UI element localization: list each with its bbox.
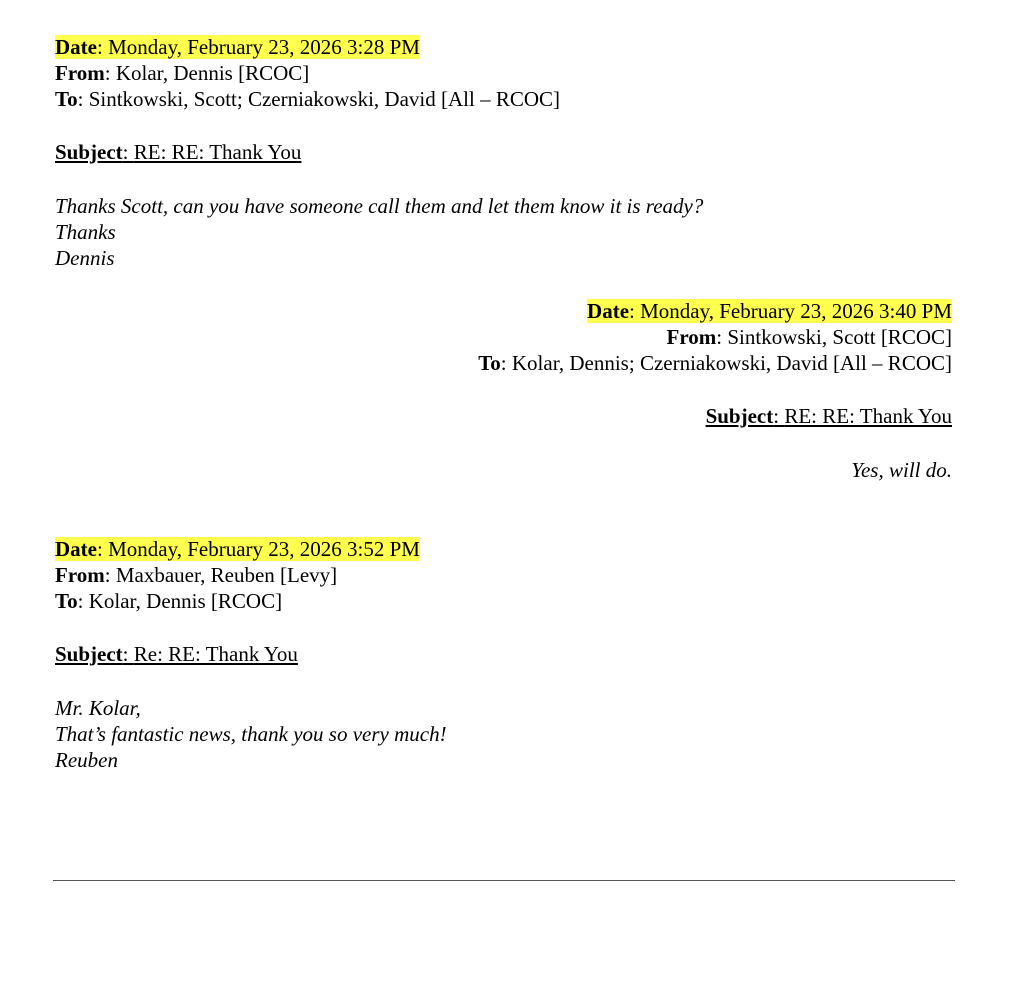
subject-label: Subject [55, 140, 123, 164]
from-label: From [666, 325, 717, 349]
date-highlight: Date: Monday, February 23, 2026 3:40 PM [587, 299, 952, 323]
subject-line: Subject: RE: RE: Thank You [705, 404, 952, 428]
from-label: From [55, 563, 105, 587]
to-line: To: Sintkowski, Scott; Czerniakowski, David [All – RCOC] [55, 87, 561, 111]
from-value: Sintkowski, Scott [RCOC] [727, 325, 952, 349]
subject-value: RE: RE: Thank You [133, 140, 302, 164]
from-value: Maxbauer, Reuben [Levy] [115, 563, 338, 587]
date-value: Monday, February 23, 2026 3:40 PM [640, 299, 952, 323]
body-line: That’s fantastic news, thank you so very much! [55, 722, 447, 746]
body-line: Thanks Scott, can you have someone call them and let them know it is ready? [55, 194, 704, 218]
from-label: From [55, 61, 105, 85]
to-label: To [55, 87, 78, 111]
body-line: Reuben [55, 748, 118, 772]
footer-divider [53, 880, 955, 881]
subject-line: Subject: RE: RE: Thank You [55, 140, 302, 164]
body-line: Thanks [55, 220, 116, 244]
date-label: Date [587, 299, 630, 323]
email-message-3 [55, 536, 952, 773]
from-line: From: Sintkowski, Scott [RCOC] [666, 325, 952, 349]
subject-line: Subject: Re: RE: Thank You [55, 642, 298, 666]
body-line: Dennis [55, 246, 115, 270]
from-value: Kolar, Dennis [RCOC] [115, 61, 310, 85]
email-message-2 [55, 298, 952, 483]
body-line: Yes, will do. [851, 458, 952, 482]
from-line: From: Kolar, Dennis [RCOC] [55, 61, 310, 85]
date-value: Monday, February 23, 2026 3:52 PM [108, 537, 420, 561]
email-message-1 [55, 34, 952, 271]
to-line: To: Kolar, Dennis [RCOC] [55, 589, 283, 613]
date-line [55, 298, 952, 324]
date-line [55, 34, 952, 60]
date-label: Date [55, 537, 97, 561]
to-value: Kolar, Dennis; Czerniakowski, David [All – RCOC] [511, 351, 952, 375]
to-value: Kolar, Dennis [RCOC] [88, 589, 283, 613]
body-line: Mr. Kolar, [55, 696, 141, 720]
from-line: From: Maxbauer, Reuben [Levy] [55, 563, 338, 587]
to-line: To: Kolar, Dennis; Czerniakowski, David [All – RCOC] [478, 351, 952, 375]
to-label: To [478, 351, 501, 375]
subject-label: Subject [55, 642, 123, 666]
subject-value: Re: RE: Thank You [133, 642, 298, 666]
to-label: To [55, 589, 78, 613]
date-label: Date [55, 35, 97, 59]
date-line [55, 536, 952, 562]
date-value: Monday, February 23, 2026 3:28 PM [108, 35, 420, 59]
date-highlight: Date: Monday, February 23, 2026 3:52 PM [55, 537, 420, 561]
subject-value: RE: RE: Thank You [784, 404, 952, 428]
date-highlight: Date: Monday, February 23, 2026 3:28 PM [55, 35, 420, 59]
to-value: Sintkowski, Scott; Czerniakowski, David [All – RCOC] [88, 87, 561, 111]
subject-label: Subject [705, 404, 774, 428]
